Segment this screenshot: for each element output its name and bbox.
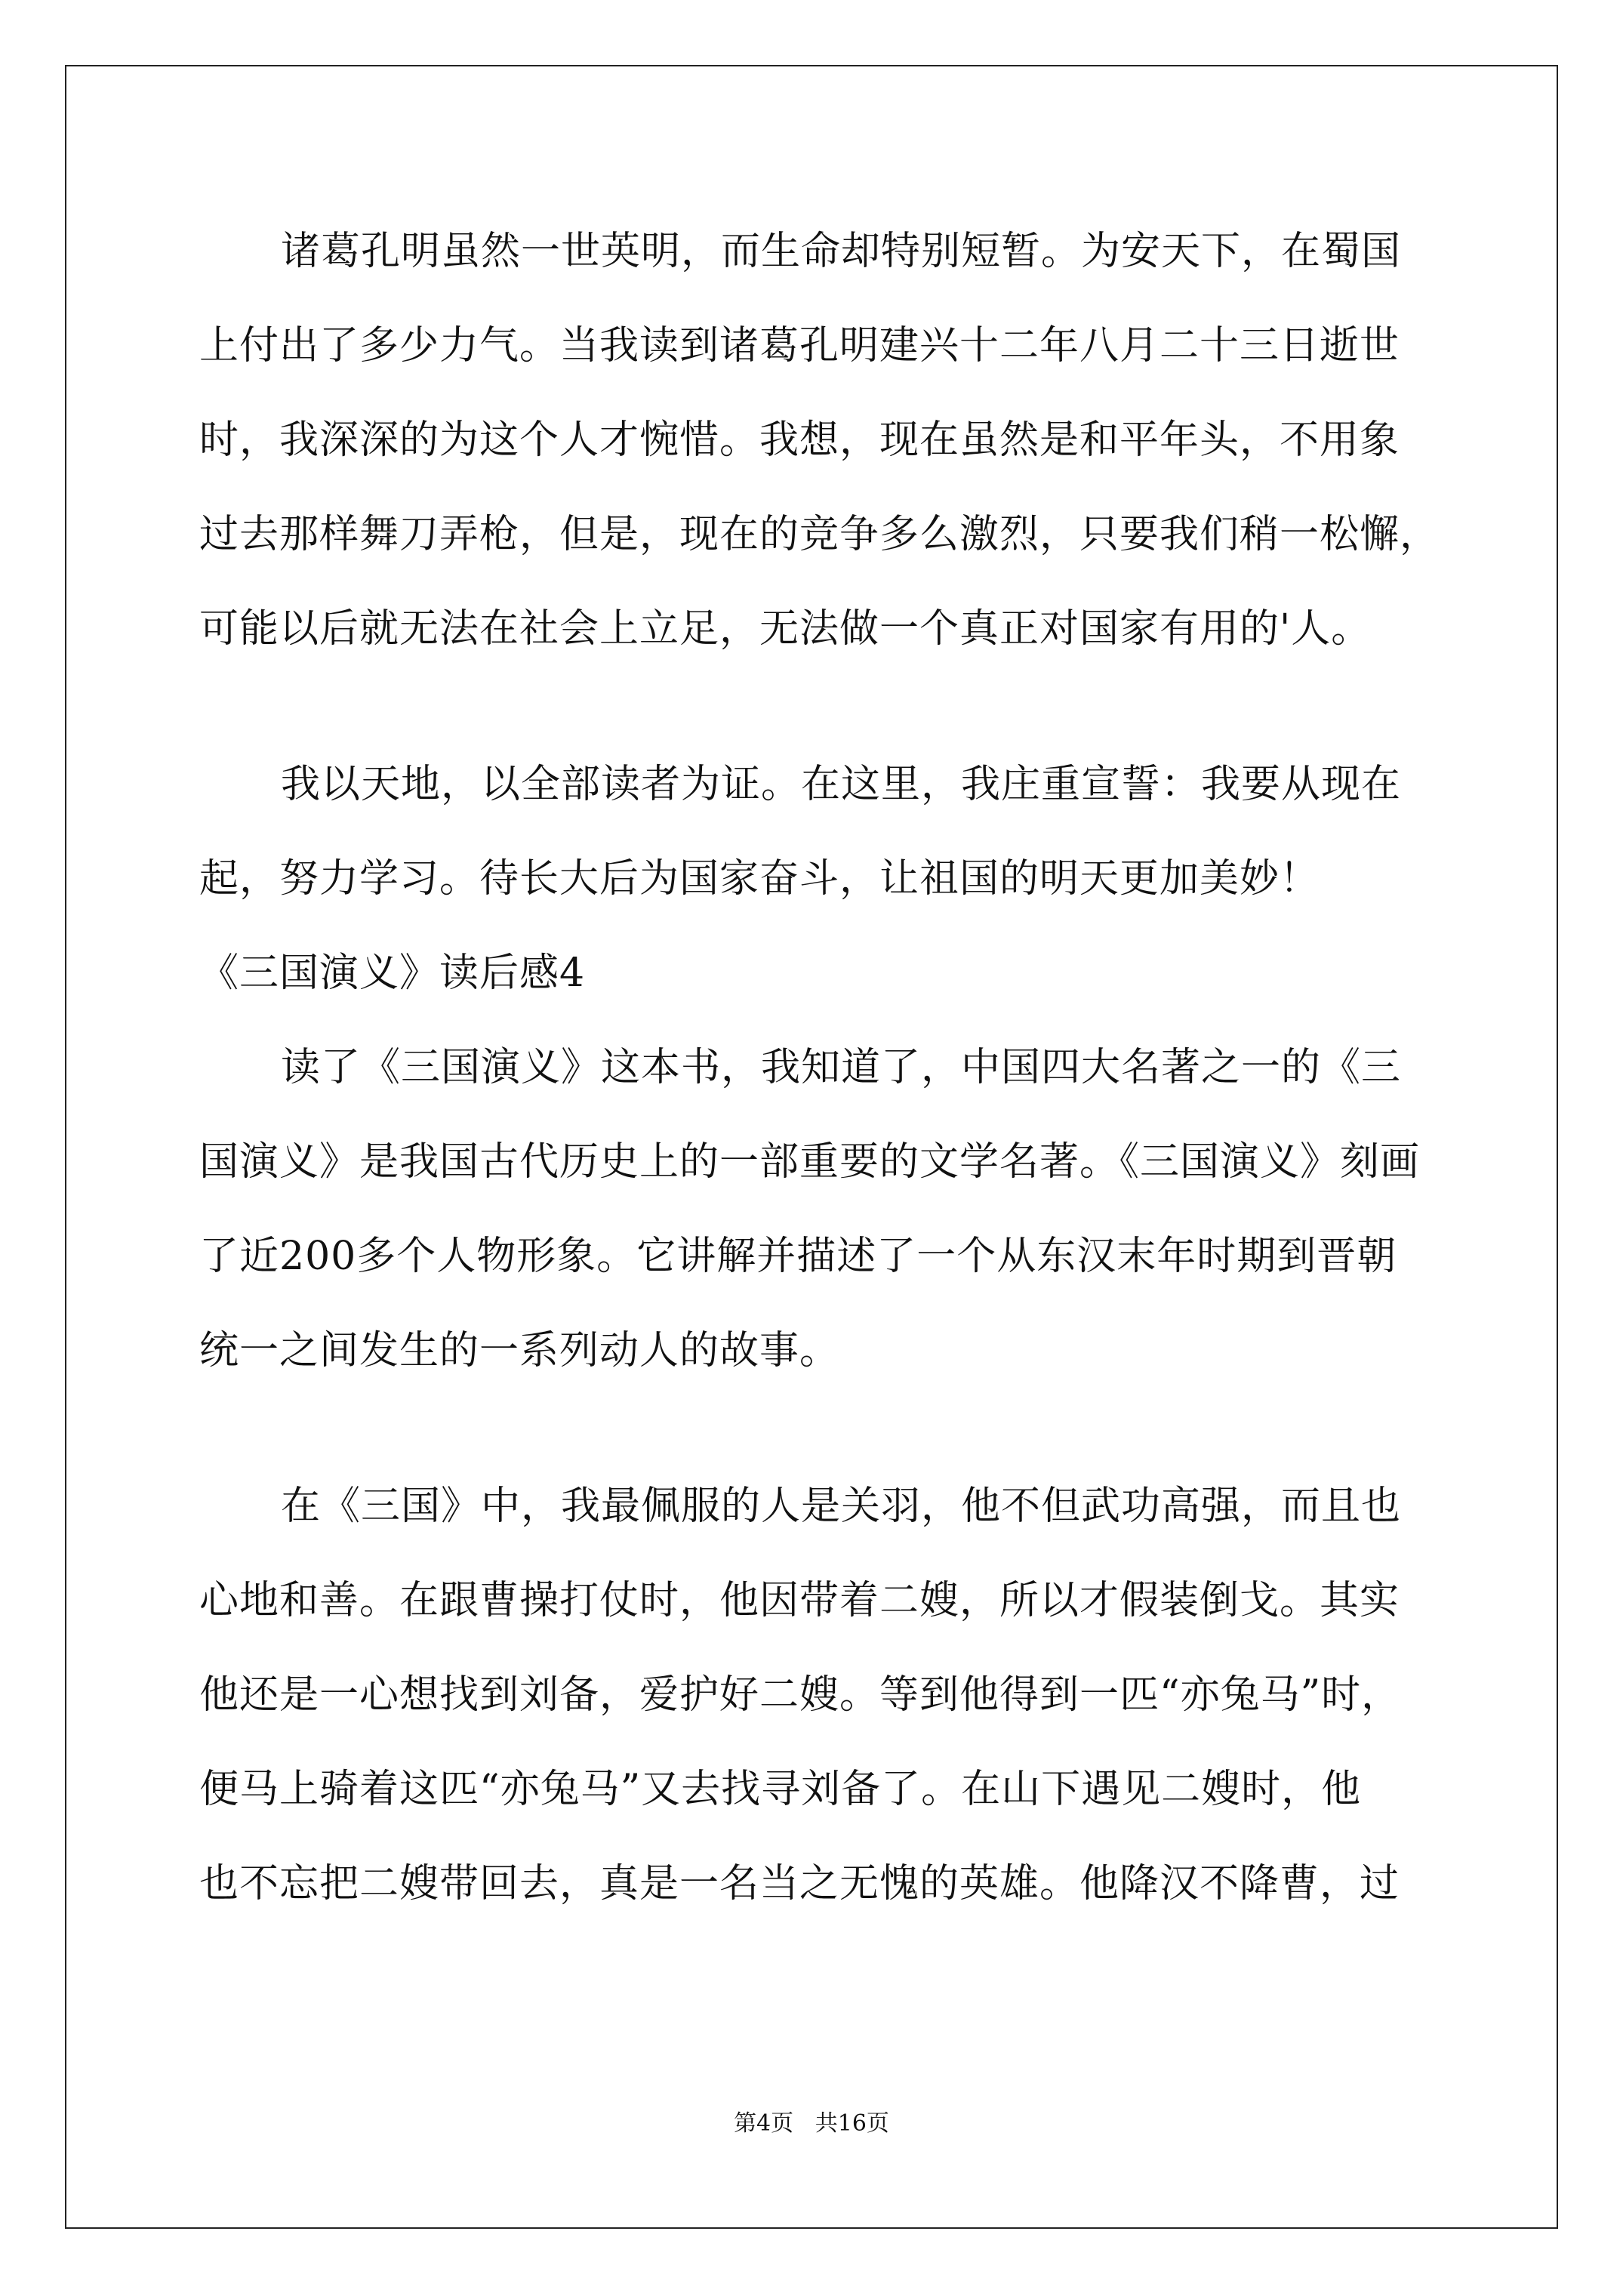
paragraph-line: 便马上骑着这匹“亦兔马”又去找寻刘备了。在山下遇见二嫂时，他 (199, 1767, 1362, 1812)
section-heading: 《三国演义》读后感4 (199, 951, 586, 996)
paragraph-line: 心地和善。在跟曹操打仗时，他因带着二嫂，所以才假装倒戈。其实 (199, 1578, 1400, 1623)
paragraph-line: 在《三国》中，我最佩服的人是关羽，他不但武功高强，而且也 (281, 1484, 1402, 1529)
paragraph-line: 时，我深深的为这个人才惋惜。我想，现在虽然是和平年头，不用象 (199, 418, 1400, 463)
paragraph-line: 读了《三国演义》这本书，我知道了，中国四大名著之一的《三 (281, 1045, 1402, 1090)
paragraph-line: 国演义》是我国古代历史上的一部重要的文学名著。《三国演义》刻画 (199, 1139, 1421, 1185)
paragraph-line: 也不忘把二嫂带回去，真是一名当之无愧的英雄。他降汉不降曹，过 (199, 1861, 1400, 1906)
paragraph-line: 我以天地，以全部读者为证。在这里，我庄重宣誓：我要从现在 (281, 762, 1402, 807)
paragraph-line: 起，努力学习。待长大后为国家奋斗，让祖国的明天更加美妙！ (199, 856, 1320, 901)
page-number-footer: 第4页 共16页 (734, 2110, 889, 2137)
paragraph-line: 诸葛孔明虽然一世英明，而生命却特别短暂。为安天下，在蜀国 (281, 229, 1402, 274)
paragraph-line: 可能以后就无法在社会上立足，无法做一个真正对国家有用的'人。 (199, 606, 1372, 652)
paragraph-line: 了近200多个人物形象。它讲解并描述了一个从东汉末年时期到晋朝 (199, 1234, 1397, 1279)
paragraph-line: 他还是一心想找到刘备，爱护好二嫂。等到他得到一匹“亦兔马”时， (199, 1672, 1402, 1718)
paragraph-line: 过去那样舞刀弄枪，但是，现在的竞争多么激烈，只要我们稍一松懈， (199, 512, 1440, 557)
paragraph-line: 上付出了多少力气。当我读到诸葛孔明建兴十二年八月二十三日逝世 (199, 323, 1400, 368)
paragraph-line: 统一之间发生的一系列动人的故事。 (199, 1328, 840, 1373)
